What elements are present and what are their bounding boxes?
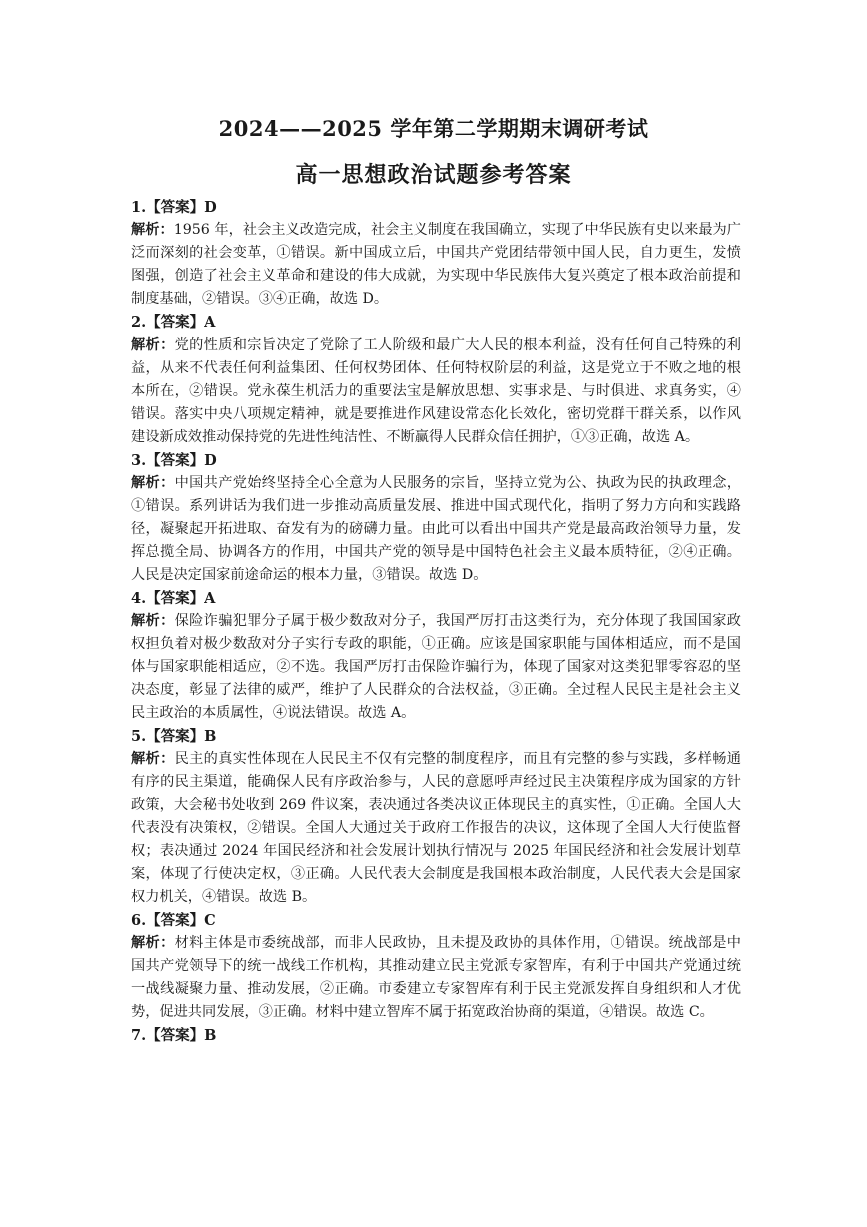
explanation-label: 解析： xyxy=(131,475,175,491)
answer-label: 4.【答案】A xyxy=(131,590,216,607)
explanation xyxy=(131,472,741,587)
explanation xyxy=(131,334,741,449)
answer-list xyxy=(131,196,741,1047)
answer-item-5 xyxy=(131,725,741,909)
explanation-label: 解析： xyxy=(131,337,175,353)
answer-label: 6.【答案】C xyxy=(131,912,216,929)
answer-label: 2.【答案】A xyxy=(131,314,216,331)
explanation-label: 解析： xyxy=(131,751,175,767)
explanation-label: 解析： xyxy=(131,935,175,951)
document-subtitle: 高一思想政治试题参考答案 xyxy=(295,162,572,188)
explanation-label: 解析： xyxy=(131,613,175,629)
answer-label: 5.【答案】B xyxy=(131,728,217,745)
explanation-text: 党的性质和宗旨决定了党除了工人阶级和最广大人民的根本利益，没有任何自己特殊的利益，从来不代表任何利益集团、任何权势团体、任何特权阶层的利益，这是党立于不败之地的根本所在，②错误。党永葆生机活力的重要法宝是解放思想、实事求是、与时俱进、求真务实，④错误。落实中央八项规定精神，就是要推进作风建设常态化长效化，密切党群干群关系，以作风建设新成效推动保持党的先进性纯洁性、不断赢得人民群众信任拥护，①③正确，故选 A。 xyxy=(131,337,741,445)
explanation-text: 中国共产党始终坚持全心全意为人民服务的宗旨，坚持立党为公、执政为民的执政理念，①错误。系列讲话为我们进一步推动高质量发展、推进中国式现代化，指明了努力方向和实践路径，凝聚起开拓进取、奋发有为的磅礴力量。由此可以看出中国共产党是最高政治领导力量，发挥总揽全局、协调各方的作用，中国共产党的领导是中国特色社会主义最本质特征，②④正确。人民是决定国家前途命运的根本力量，③错误。故选 D。 xyxy=(131,475,741,583)
explanation xyxy=(131,932,741,1024)
answer-label: 7.【答案】B xyxy=(131,1027,217,1044)
answer-item-4 xyxy=(131,587,741,725)
explanation-text: 材料主体是市委统战部，而非人民政协，且未提及政协的具体作用，①错误。统战部是中国共产党领导下的统一战线工作机构，其推动建立民主党派专家智库，有利于中国共产党通过统一战线凝聚力量、推动发展，②正确。市委建立专家智库有利于民主党派发挥自身组织和人才优势，促进共同发展，③正确。材料中建立智库不属于拓宽政治协商的渠道，④错误。故选 C。 xyxy=(131,935,741,1020)
answer-item-6 xyxy=(131,909,741,1024)
explanation xyxy=(131,219,741,311)
explanation xyxy=(131,748,741,909)
document-title: 2024——2025 学年第二学期期末调研考试 xyxy=(218,116,649,141)
explanation-text: 1956 年，社会主义改造完成，社会主义制度在我国确立，实现了中华民族有史以来最为广泛而深刻的社会变革，①错误。新中国成立后，中国共产党团结带领中国人民，自力更生，发愤图强，创造了社会主义革命和建设的伟大成就，为实现中华民族伟大复兴奠定了根本政治前提和制度基础，②错误。③④正确，故选 D。 xyxy=(131,222,741,307)
answer-item-3 xyxy=(131,449,741,587)
explanation xyxy=(131,610,741,725)
answer-label: 1.【答案】D xyxy=(131,199,217,216)
answer-label: 3.【答案】D xyxy=(131,452,217,469)
explanation-text: 保险诈骗犯罪分子属于极少数敌对分子，我国严厉打击这类行为，充分体现了我国国家政权担负着对极少数敌对分子实行专政的职能，①正确。应该是国家职能与国体相适应，而不是国体与国家职能相适应，②不选。我国严厉打击保险诈骗行为，体现了国家对这类犯罪零容忍的坚决态度，彰显了法律的威严，维护了人民群众的合法权益，③正确。全过程人民民主是社会主义民主政治的本质属性，④说法错误。故选 A。 xyxy=(131,613,741,721)
answer-item-7 xyxy=(131,1024,741,1047)
answer-item-2 xyxy=(131,311,741,449)
answer-item-1 xyxy=(131,196,741,311)
explanation-text: 民主的真实性体现在人民民主不仅有完整的制度程序，而且有完整的参与实践，多样畅通有序的民主渠道，能确保人民有序政治参与，人民的意愿呼声经过民主决策程序成为国家的方针政策，大会秘书处收到 269 件议案，表决通过各类决议正体现民主的真实性，①正确。全国人大代表没有决策权，②错误。全国人大通过关于政府工作报告的决议，这体现了全国人大行使监督权；表决通过 2024 年国民经济和社会发展计划执行情况与 2025 年国民经济和社会发展计划草案，体现了行使决定权，③正确。人民代表大会制度是我国根本政治制度，人民代表大会是国家权力机关，④错误。故选 B。 xyxy=(131,751,741,905)
explanation-label: 解析： xyxy=(131,222,174,238)
